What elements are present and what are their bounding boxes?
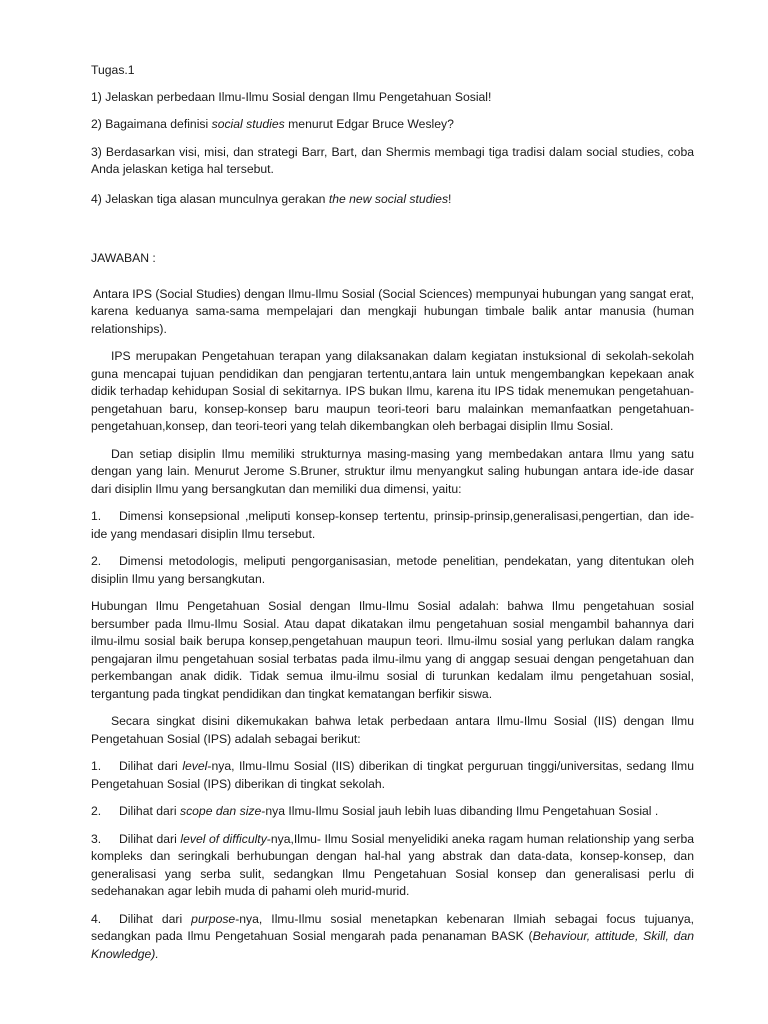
question-1: 1) Jelaskan perbedaan Ilmu-Ilmu Sosial dengan Ilmu Pengetahuan Sosial! xyxy=(91,89,492,104)
difference-emphasis: purpose xyxy=(191,911,236,926)
question-4-text-b: ! xyxy=(448,191,452,206)
dimension-number: 2. xyxy=(91,554,102,568)
dimension-text: Dimensi metodologis, meliputi pengorganisasian, metode penelitian, pendekatan, yang ditentukan oleh disiplin Ilmu yang bersangkutan. xyxy=(91,554,694,586)
dimension-text: Dimensi konsepsional ,meliputi konsep-konsep tertentu, prinsip-prinsip,generalisasi,pengertian, dan ide-ide yang mendasari disiplin Ilmu tersebut. xyxy=(91,509,694,541)
difference-number: 3. xyxy=(91,831,102,846)
difference-emphasis: level of difficulty xyxy=(180,831,267,846)
question-2-text-b: menurut Edgar Bruce Wesley? xyxy=(284,117,454,131)
difference-text-post: -nya,Ilmu- Ilmu Sosial menyelidiki aneka ragam human relationship yang serba kompleks dan seringkali berhubungan dengan hal-hal yang abstrak dan data-data, konsep-konsep, dan generalisasi yang serba sulit, sedangkan Ilmu Pengetahuan Sosial konsep dan generalisasi perlu di sedehanakan agar lebih muda di pahami oleh murid-murid. xyxy=(91,831,694,898)
answer-paragraph-1: Antara IPS (Social Studies) dengan Ilmu-Ilmu Sosial (Social Sciences) mempunyai hubungan yang sangat erat, karena keduanya sama-sama mempelajari dan mengkaji hubungan timbale balik antar manusia (human relationships). xyxy=(91,286,694,336)
dimension-number: 1. xyxy=(91,509,102,523)
difference-emphasis: scope dan size xyxy=(179,804,262,818)
answer-paragraph-4: Hubungan Ilmu Pengetahuan Sosial dengan Ilmu-Ilmu Sosial adalah: bahwa Ilmu pengetahuan sosial bersumber pada Ilmu-Ilmu Sosial. Atau dapat dikatakan ilmu pengetahuan sosial mengambil bahannya dari ilmu-ilmu sosial baik berupa konsep,pengetahuan maupun teori. Ilmu-ilmu sosial yang perlukan dalam rangka pengajaran ilmu pengetahuan sosial terbatas pada ilmu-ilmu yang di anggap sesuai dengan pengetahuan dan perkembangan anak didik. Tidak semua ilmu-ilmu sosial di turunkan kedalam ilmu pengetahuan sosial, tergantung pada tingkat pendidikan dan tingkat kematangan berfikir siswa. xyxy=(91,599,694,701)
question-3: 3) Berdasarkan visi, misi, dan strategi Barr, Bart, dan Shermis membagi tiga tradisi dalam social studies, coba Anda jelaskan ketiga hal tersebut. xyxy=(91,144,694,176)
answer-paragraph-5: Secara singkat disini dikemukakan bahwa letak perbedaan antara Ilmu-Ilmu Sosial (IIS) dengan Ilmu Pengetahuan Sosial (IPS) adalah sebagai berikut: xyxy=(91,714,694,746)
difference-text-post: -nya, Ilmu-Ilmu sosial menetapkan kebenaran Ilmiah sebagai focus tujuanya, sedangkan pada Ilmu Pengetahuan Sosial mengarah pada penanaman BASK ( xyxy=(91,911,694,943)
difference-text-post: -nya, Ilmu-Ilmu Sosial (IIS) diberikan di tingkat perguruan tinggi/universitas, sedang Ilmu Pengetahuan Sosial (IPS) diberikan di tingkat sekolah. xyxy=(91,759,694,791)
difference-item-1 xyxy=(91,758,694,793)
difference-number: 2. xyxy=(91,804,102,818)
question-4-emphasis: the new social studies xyxy=(328,191,449,206)
dimension-item-2 xyxy=(91,553,694,588)
difference-text-pre: Dilihat dari xyxy=(119,804,180,818)
difference-item-2 xyxy=(91,803,694,821)
difference-emphasis-2: Behaviour, attitude, Skill, dan Knowledge). xyxy=(91,929,695,961)
question-2-text-a: 2) Bagaimana definisi xyxy=(91,117,212,131)
dimension-item-1 xyxy=(91,508,694,543)
difference-item-3 xyxy=(91,831,694,901)
question-2-emphasis: social studies xyxy=(211,117,285,131)
answer-paragraph-3: Dan setiap disiplin Ilmu memiliki strukturnya masing-masing yang membedakan antara Ilmu yang satu dengan yang lain. Menurut Jerome S.Bruner, struktur ilmu menyangkut saling hubungan antara ide-ide dasar dari disiplin Ilmu yang bersangkutan dan memiliki dua dimensi, yaitu: xyxy=(91,446,694,496)
question-4 xyxy=(91,191,694,209)
difference-number: 1. xyxy=(91,759,102,773)
assignment-heading: Tugas.1 xyxy=(91,63,135,77)
difference-text-pre: Dilihat dari xyxy=(119,831,181,846)
answer-paragraph-2: IPS merupakan Pengetahuan terapan yang dilaksanakan dalam kegiatan instuksional di sekolah-sekolah guna mencapai tujuan pendidikan dan pengjaran tertentu,antara lain untuk mengembangkan kepekaan anak didik terhadap kehidupan Sosial di sekitarnya. IPS bukan Ilmu, karena itu IPS tidak menemukan pengetahuan-pengetahuan baru, konsep-konsep baru maupun teori-teori baru malainkan memanfaatkan pengetahuan-pengetahuan,konsep, dan teori-teori yang telah dikembangkan oleh berbagai disiplin Ilmu Sosial. xyxy=(91,349,694,433)
difference-item-4 xyxy=(91,911,694,964)
difference-emphasis: level xyxy=(182,759,208,773)
question-2 xyxy=(91,116,694,134)
answer-label: JAWABAN : xyxy=(91,251,156,265)
difference-text-pre: Dilihat dari xyxy=(119,759,183,773)
difference-text-pre: Dilihat dari xyxy=(119,911,192,926)
question-4-text-a: 4) Jelaskan tiga alasan munculnya gerakan xyxy=(91,191,329,206)
difference-text-post: -nya Ilmu-Ilmu Sosial jauh lebih luas dibanding Ilmu Pengetahuan Sosial . xyxy=(261,804,659,818)
difference-number: 4. xyxy=(91,911,102,926)
